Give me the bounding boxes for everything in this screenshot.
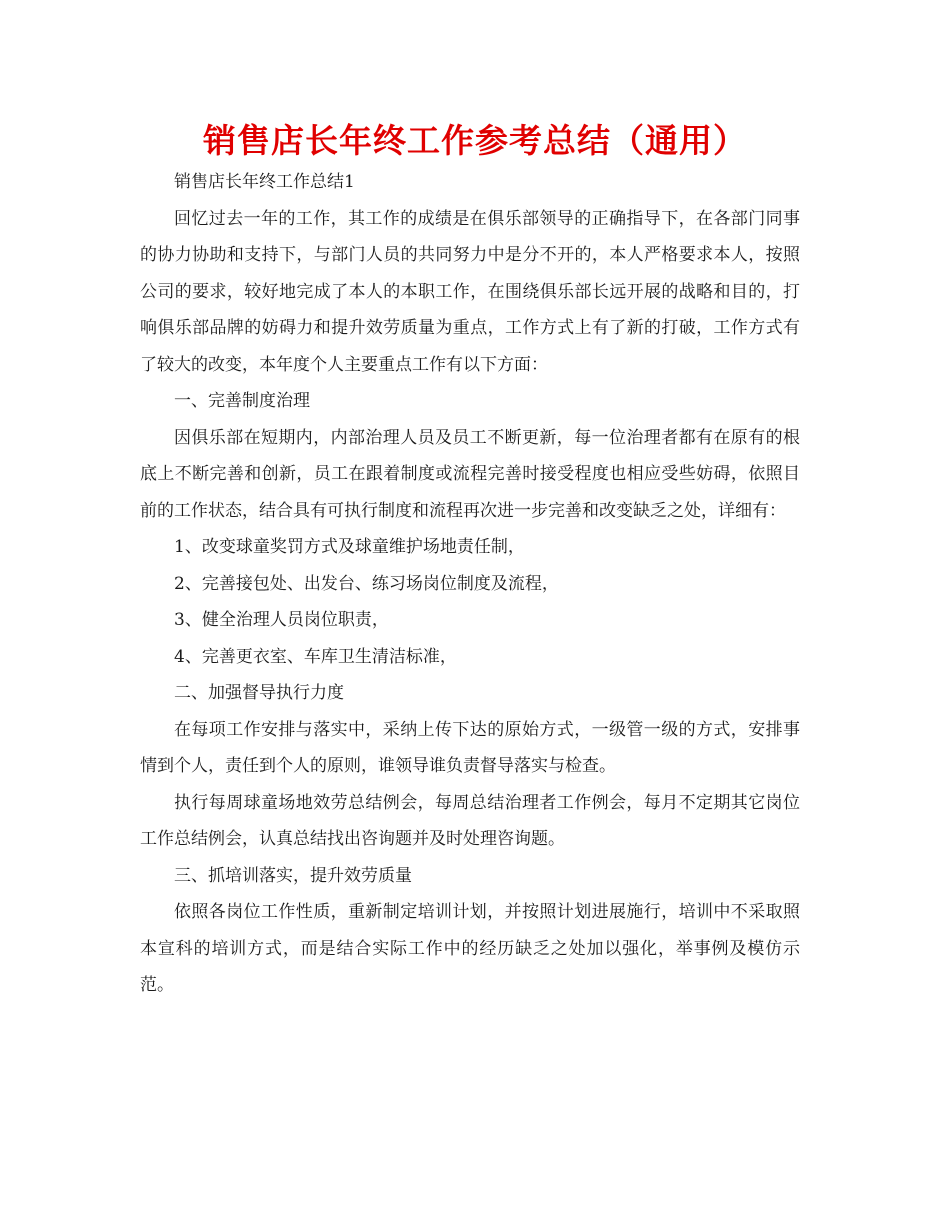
paragraph: 回忆过去一年的工作，其工作的成绩是在俱乐部领导的正确指导下，在各部门同事的协力协助和支持下，与部门人员的共同努力中是分不开的，本人严格要求本人，按照公司的要求，较好地完成了本人的本职工作，在围绕俱乐部长远开展的战略和目的，打响俱乐部品牌的妨碍力和提升效劳质量为重点，工作方式上有了新的打破，工作方式有了较大的改变，本年度个人主要重点工作有以下方面： bbox=[140, 208, 800, 375]
section-heading: 三、抓培训落实，提升效劳质量 bbox=[174, 865, 412, 886]
document-title: 销售店长年终工作参考总结（通用） bbox=[203, 121, 747, 160]
list-item: 1、改变球童奖罚方式及球童维护场地责任制， bbox=[174, 537, 525, 557]
section-heading: 一、完善制度治理 bbox=[174, 391, 310, 411]
document-body bbox=[140, 164, 800, 1004]
list-item: 4、完善更衣室、车库卫生清洁标准， bbox=[174, 646, 457, 667]
list-item: 2、完善接包处、出发台、练习场岗位制度及流程， bbox=[174, 573, 559, 594]
paragraph: 因俱乐部在短期内，内部治理人员及员工不断更新，每一位治理者都有在原有的根底上不断完善和创新，员工在跟着制度或流程完善时接受程度也相应受些妨碍，依照目前的工作状态，结合具有可执行制度和流程再次进一步完善和改变缺乏之处，详细有： bbox=[140, 427, 800, 521]
paragraph: 在每项工作安排与落实中，采纳上传下达的原始方式，一级管一级的方式，安排事情到个人，责任到个人的原则，谁领导谁负责督导落实与检查。 bbox=[140, 719, 800, 776]
paragraph: 依照各岗位工作性质，重新制定培训计划，并按照计划进展施行，培训中不采取照本宣科的培训方式，而是结合实际工作中的经历缺乏之处加以强化，举事例及模仿示范。 bbox=[140, 902, 800, 995]
section-heading: 销售店长年终工作总结1 bbox=[174, 172, 355, 192]
section-heading: 二、加强督导执行力度 bbox=[174, 683, 344, 703]
paragraph: 执行每周球童场地效劳总结例会，每周总结治理者工作例会，每月不定期其它岗位工作总结例会，认真总结找出咨询题并及时处理咨询题。 bbox=[140, 792, 800, 849]
list-item: 3、健全治理人员岗位职责， bbox=[174, 610, 389, 630]
